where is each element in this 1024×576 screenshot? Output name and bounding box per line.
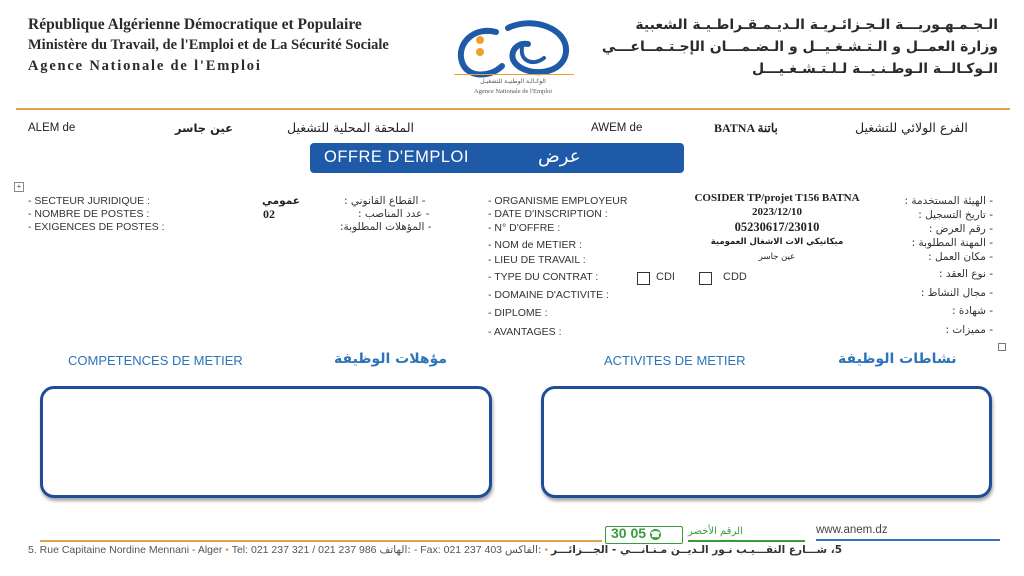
competences-box[interactable]: [40, 386, 492, 498]
awem-label-ar: الفرع الولائي للتشغيل: [855, 120, 968, 135]
activites-heading-fr: ACTIVITES DE METIER: [604, 353, 746, 368]
postes-label: - NOMBRE DE POSTES :: [28, 208, 150, 220]
header-fr: [28, 14, 389, 77]
exigences-label-ar: - المؤهلات المطلوبة:: [340, 221, 432, 233]
header-fr-agency: Agence Nationale de l'Emploi: [28, 58, 262, 74]
corner-square: [998, 343, 1006, 351]
postes-value: 02: [263, 207, 275, 221]
field-label-ar: - رقم العرض :: [928, 223, 993, 235]
activites-heading-ar: نشاطات الوظيفة: [838, 351, 957, 367]
header-ar: [602, 14, 998, 80]
secteur-value: عمومي: [262, 195, 300, 207]
awem-label: AWEM de: [591, 122, 643, 134]
field-label-fr: - DATE D'INSCRIPTION :: [488, 208, 608, 220]
field-label-ar: - مكان العمل :: [928, 251, 993, 263]
place-value: عين جاسر: [758, 252, 796, 262]
offer-title-band: [310, 143, 684, 173]
job-value: ميكانيكي الات الاشغال العمومية: [710, 237, 844, 247]
fax-ar: :الفاكس: [504, 544, 542, 556]
field-label-fr: - NOM de METIER :: [488, 239, 582, 251]
header-fr-ministry: Ministère du Travail, de l'Emploi et de La Sécurité Sociale: [28, 37, 389, 53]
field-label-ar: - شهادة :: [951, 305, 993, 317]
address-ar: 5، شـــارع النقـــيـب نـور الـديــن مـنـانـــي - الجـــزائـــر: [551, 544, 843, 556]
tel-ar: :الهاتف: [379, 544, 411, 556]
tel: Tel: 021 237 321 / 021 237 986: [231, 544, 377, 556]
field-label-ar: - المهنة المطلوبة :: [911, 237, 993, 249]
field-label-ar: - نوع العقد :: [939, 268, 993, 280]
competences-heading-ar: مؤهلات الوظيفة: [334, 351, 448, 367]
secteur-label-ar: - القطاع القانوني :: [344, 195, 426, 207]
cdi-label: CDI: [656, 271, 675, 283]
header-ar-ministry: وزارة العمــل و الـتـشـغـيــل و الـضـمـــان الإجـتـمــاعـــي: [601, 39, 998, 55]
field-label-fr: - TYPE DU CONTRAT :: [488, 271, 599, 283]
postes-label-ar: - عدد المناصب :: [358, 208, 430, 220]
secteur-label: - SECTEUR JURIDIQUE :: [28, 195, 150, 207]
field-label-ar: - مميزات :: [945, 324, 993, 336]
field-label-fr: - N° D'OFFRE :: [488, 222, 561, 234]
alem-label: ALEM de: [28, 122, 76, 134]
field-label-ar: - مجال النشاط :: [920, 287, 993, 299]
address-fr: 5. Rue Capitaine Nordine Mennani - Alger: [28, 544, 223, 556]
website-link[interactable]: www.anem.dz: [816, 524, 888, 536]
offer-title-fr: OFFRE D'EMPLOI: [324, 148, 469, 166]
field-label-fr: - LIEU DE TRAVAIL :: [488, 254, 586, 266]
field-label-fr: - DIPLOME :: [488, 307, 548, 319]
header-divider: [16, 108, 1010, 110]
expand-icon[interactable]: +: [14, 182, 24, 192]
footer-address: 5. Rue Capitaine Nordine Mennani - Alger • Tel: 021 237 321 / 021 237 986 :الهاتف - Fax: 021 237 403 :الفاكس • 5، شـــارع النقـــيـب نـور الـديــن مـنـانـــي - الجـــزائـــر: [28, 544, 843, 556]
footer-divider-right: [816, 539, 1000, 541]
alem-label-ar: الملحقة المحلية للتشغيل: [287, 120, 415, 135]
cdd-label: CDD: [723, 271, 747, 283]
field-label-ar: - تاريخ التسجيل :: [918, 209, 993, 221]
footer-divider-green: [688, 540, 805, 542]
fax: - Fax: 021 237 403: [413, 544, 503, 556]
green-number: [611, 525, 661, 541]
logo-caption-ar: الوكـالـة الوطنيـة للتشغيـل: [480, 78, 546, 85]
field-label-fr: - ORGANISME EMPLOYEUR: [488, 195, 628, 207]
exigences-label: - EXIGENCES DE POSTES :: [28, 221, 165, 233]
cdd-checkbox[interactable]: [699, 272, 712, 285]
logo-caption-fr: Agence Nationale de l'Emploi: [473, 88, 553, 95]
offer-title-ar: عرض: [538, 146, 581, 167]
awem-value: BATNA باتنة: [714, 121, 778, 135]
header-ar-republic: الـجـمـهـوريـــة الـجـزائـريـة الـديـمـقـراطـيـة الشعبية: [635, 17, 998, 33]
activites-box[interactable]: [541, 386, 992, 498]
employer-value: COSIDER TP/projet T156 BATNA: [694, 192, 860, 204]
field-label-fr: - AVANTAGES :: [488, 326, 562, 338]
alem-value: عين جاسر: [175, 121, 233, 135]
footer-divider-left: [40, 540, 602, 542]
cdi-checkbox[interactable]: [637, 272, 650, 285]
green-number-value: 30 05: [611, 525, 647, 541]
field-label-ar: - الهيئة المستخدمة :: [904, 195, 993, 207]
header-fr-republic: République Algérienne Démocratique et Populaire: [28, 16, 362, 33]
offer-number-value: 05230617/23010: [734, 220, 820, 234]
competences-heading-fr: COMPETENCES DE METIER: [68, 353, 243, 368]
field-label-fr: - DOMAINE D'ACTIVITE :: [488, 289, 610, 301]
date-value: 2023/12/10: [751, 206, 803, 218]
green-number-label: الرقم الأخضر: [688, 526, 743, 537]
phone-icon: ☎: [650, 530, 661, 539]
header-ar-agency: الـوكـالــة الـوطـنـيــة لـلـتـشـغـيـــل: [751, 61, 998, 77]
